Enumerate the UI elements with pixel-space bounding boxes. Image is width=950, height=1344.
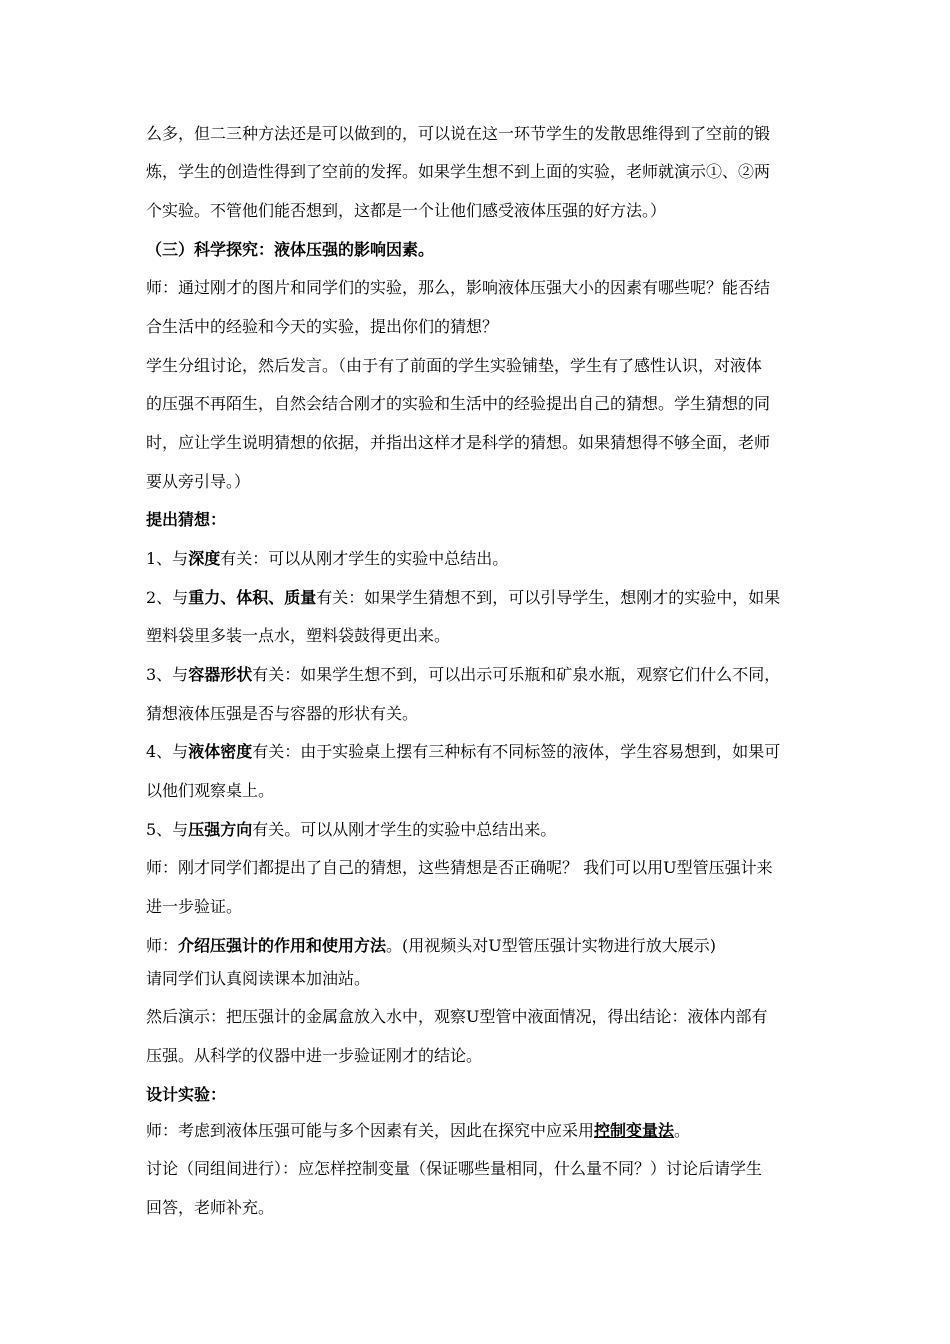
- line-text: 时，应让学生说明猜想的依据，并指出这样才是科学的猜想。如果猜想得不够全面，老师: [146, 433, 771, 452]
- line-text: 回答，老师补充。: [146, 1198, 275, 1217]
- line-text: 压强。从科学的仪器中进一步验证刚才的结论。: [146, 1046, 483, 1065]
- paragraph-line: [146, 781, 274, 801]
- item-keyword: 深度: [188, 549, 221, 568]
- line-text: 。: [674, 1121, 691, 1140]
- line-prefix: 师：考虑到液体压强可能与多个因素有关，因此在探究中应采用: [146, 1121, 595, 1140]
- paragraph-line: [146, 936, 716, 956]
- heading-text: 提出猜想：: [146, 510, 227, 529]
- heading-text: 设计实验：: [146, 1085, 227, 1104]
- line-text: 学生分组讨论，然后发言。（由于有了前面的学生实验铺垫，学生有了感性认识，对液体: [146, 356, 763, 375]
- paragraph-line: [146, 1046, 482, 1066]
- item-text: 有关：可以从刚才学生的实验中总结出。: [220, 549, 509, 568]
- line-prefix: 师：: [146, 936, 179, 955]
- paragraph-line: [146, 969, 370, 989]
- line-text: 。(用视频头对U型管压强计实物进行放大展示): [386, 936, 717, 955]
- paragraph-line: [146, 124, 770, 144]
- hypothesis-item: [146, 588, 780, 608]
- paragraph-line: [146, 394, 770, 414]
- subheading: [146, 510, 226, 530]
- line-text: 要从旁引导。）: [146, 472, 251, 491]
- line-text: 炼，学生的创造性得到了空前的发挥。如果学生想不到上面的实验，老师就演示①、②两: [146, 162, 771, 181]
- item-keyword: 容器形状: [188, 665, 253, 684]
- item-text: 有关：由于实验桌上摆有三种标有不同标签的液体，学生容易想到，如果可: [252, 742, 781, 761]
- item-keyword: 液体密度: [188, 742, 253, 761]
- line-text: 进一步验证。: [146, 897, 243, 916]
- emphasis-text: 介绍压强计的作用和使用方法: [178, 936, 387, 955]
- paragraph-line: [146, 162, 770, 182]
- hypothesis-item: [146, 820, 556, 840]
- item-prefix: 2、与: [146, 588, 189, 607]
- item-text: 有关。可以从刚才学生的实验中总结出来。: [252, 820, 557, 839]
- line-text: 师：刚才同学们都提出了自己的猜想，这些猜想是否正确呢？ 我们可以用U型管压强计来: [146, 858, 773, 877]
- paragraph-line: [146, 897, 242, 917]
- line-text: 合生活中的经验和今天的实验，提出你们的猜想？: [146, 317, 499, 336]
- hypothesis-item: [146, 742, 780, 762]
- item-text: 有关：如果学生想不到，可以出示可乐瓶和矿泉水瓶，观察它们什么不同，: [252, 665, 781, 684]
- line-text: 讨论（同组间进行）：应怎样控制变量（保证哪些量相同，什么量不同？）讨论后请学生: [146, 1159, 763, 1178]
- line-text: 个实验。不管他们能否想到，这都是一个让他们感受液体压强的好方法。）: [146, 201, 667, 220]
- line-text: 塑料袋里多装一点水，塑料袋鼓得更出来。: [146, 626, 451, 645]
- paragraph-line: [146, 433, 770, 453]
- paragraph-line: [146, 278, 770, 298]
- paragraph-line: [146, 317, 498, 337]
- paragraph-line: [146, 1159, 762, 1179]
- item-text: 有关：如果学生猜想不到，可以引导学生，想刚才的实验中，如果: [316, 588, 781, 607]
- heading-text: （三）科学探究：液体压强的影响因素。: [146, 240, 435, 259]
- paragraph-line: [146, 472, 250, 492]
- paragraph-line: [146, 201, 666, 221]
- paragraph-line: [146, 1007, 768, 1027]
- paragraph-line: [146, 1121, 690, 1141]
- line-text: 请同学们认真阅读课本加油站。: [146, 969, 371, 988]
- line-text: 的压强不再陌生，自然会结合刚才的实验和生活中的经验提出自己的猜想。学生猜想的同: [146, 394, 771, 413]
- paragraph-line: [146, 626, 450, 646]
- emphasis-text: 控制变量法: [594, 1121, 675, 1140]
- subheading: [146, 1085, 226, 1105]
- hypothesis-item: [146, 665, 780, 685]
- item-prefix: 3、与: [146, 665, 189, 684]
- paragraph-line: [146, 858, 773, 878]
- line-text: 猜想液体压强是否与容器的形状有关。: [146, 704, 419, 723]
- paragraph-line: [146, 356, 762, 376]
- paragraph-line: [146, 1198, 274, 1218]
- line-text: 然后演示：把压强计的金属盒放入水中，观察U型管中液面情况，得出结论：液体内部有: [146, 1007, 768, 1026]
- item-prefix: 4、与: [146, 742, 189, 761]
- line-text: 么多，但二三种方法还是可以做到的，可以说在这一环节学生的发散思维得到了空前的锻: [146, 124, 771, 143]
- paragraph-line: [146, 704, 418, 724]
- line-text: 以他们观察桌上。: [146, 781, 275, 800]
- item-prefix: 1、与: [146, 549, 189, 568]
- item-prefix: 5、与: [146, 820, 189, 839]
- hypothesis-item: [146, 549, 508, 569]
- line-text: 师：通过刚才的图片和同学们的实验，那么，影响液体压强大小的因素有哪些呢？能否结: [146, 278, 771, 297]
- item-keyword: 重力、体积、质量: [188, 588, 317, 607]
- item-keyword: 压强方向: [188, 820, 253, 839]
- section-heading: [146, 240, 434, 260]
